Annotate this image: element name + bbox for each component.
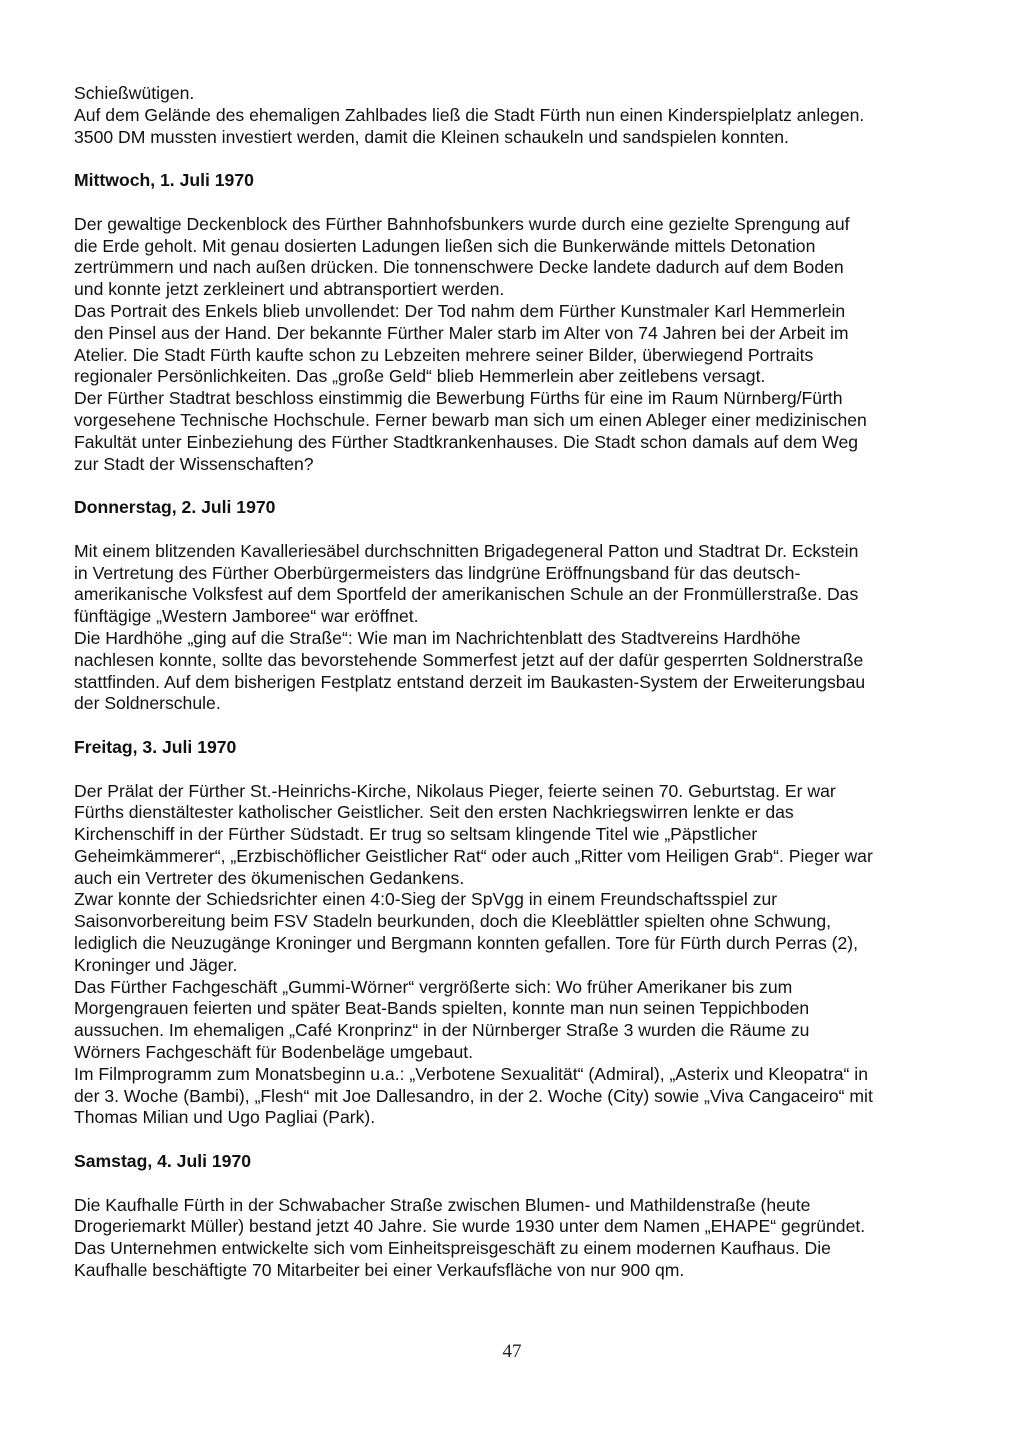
intro-paragraph: Schießwütigen. [74, 83, 195, 103]
section-paragraph: Der Fürther Stadtrat beschloss einstimmig die Bewerbung Fürths für eine im Raum Nürnberg/Fürth vorgesehene Technische Hochschule. Ferner bewarb man sich um einen Ableger einer medizinischen Fakultät unter Einbeziehung des Fürther Stadtkrankenhauses. Die Stadt schon damals auf dem Weg zur Stadt der Wissenschaften? [74, 388, 867, 474]
section-heading: Donnerstag, 2. Juli 1970 [74, 497, 276, 518]
intro-paragraph: Auf dem Gelände des ehemaligen Zahlbades ließ die Stadt Fürth nun einen Kinderspielplatz anlegen. 3500 DM mussten investiert werden, damit die Kleinen schaukeln und sandspielen konnten. [74, 104, 865, 147]
section-paragraph: Die Hardhöhe „ging auf die Straße“: Wie man im Nachrichtenblatt des Stadtvereins Hardhöhe nachlesen konnte, sollte das bevorstehende Sommerfest jetzt auf der dafür gesperrten Soldnerstraße stattfinden. Auf dem bisherigen Festplatz entstand derzeit im Baukasten-System der Erweiterungsbau der Soldnerschule. [74, 627, 866, 714]
section-paragraph: Das Portrait des Enkels blieb unvollendet: Der Tod nahm dem Fürther Kunstmaler Karl Hemmerlein den Pinsel aus der Hand. Der bekannte Fürther Maler starb im Alter von 74 Jahren bei der Arbeit im Atelier. Die Stadt Fürth kaufte schon zu Lebzeiten mehrere seiner Bilder, überwiegend Portraits regionaler Persönlichkeiten. Das „große Geld“ blieb Hemmerlein aber zeitlebens versagt. [74, 300, 849, 387]
page-body [74, 83, 874, 1282]
page-number: 47 [502, 1341, 522, 1362]
section-heading: Mittwoch, 1. Juli 1970 [74, 170, 254, 191]
section-paragraph: Im Filmprogramm zum Monatsbeginn u.a.: „Verbotene Sexualität“ (Admiral), „Asterix und Kleopatra“ in der 3. Woche (Bambi), „Flesh“ mit Joe Dallesandro, in der 2. Woche (City) sowie „Viva Cangaceiro“ mit Thomas Milian und Ugo Pagliai (Park). [74, 1063, 873, 1128]
section-paragraph: Das Fürther Fachgeschäft „Gummi-Wörner“ vergrößerte sich: Wo früher Amerikaner bis zum Morgengrauen feierten und später Beat-Bands spielten, konnte man nun seinen Teppichboden aussuchen. Im ehemaligen „Café Kronprinz“ in der Nürnberger Straße 3 wurden die Räume zu Wörners Fachgeschäft für Bodenbeläge umgebaut. [74, 976, 810, 1063]
section-paragraph: Die Kaufhalle Fürth in der Schwabacher Straße zwischen Blumen- und Mathildenstraße (heute Drogeriemarkt Müller) bestand jetzt 40 Jahre. Sie wurde 1930 unter dem Namen „EHAPE“ gegründet. Das Unternehmen entwickelte sich vom Einheitspreisgeschäft zu einem modernen Kaufhaus. Die Kaufhalle beschäftigte 70 Mitarbeiter bei einer Verkaufsfläche von nur 900 qm. [74, 1194, 866, 1281]
section-paragraph: Mit einem blitzenden Kavalleriesäbel durchschnitten Brigadegeneral Patton und Stadtrat Dr. Eckstein in Vertretung des Fürther Oberbürgermeisters das lindgrüne Eröffnungsband für das deutsch-amerikanische Volksfest auf dem Sportfeld der amerikanischen Schule an der Fronmüllerstraße. Das fünftägige „Western Jamboree“ war eröffnet. [74, 540, 859, 627]
section-paragraph: Der Prälat der Fürther St.-Heinrichs-Kirche, Nikolaus Pieger, feierte seinen 70. Geburtstag. Er war Fürths dienstältester katholischer Geistlicher. Seit den ersten Nachkriegswirren lenkte er das Kirchenschiff in der Fürther Südstadt. Er trug so seltsam klingende Titel wie „Päpstlicher Geheimkämmerer“, „Erzbischöflicher Geistlicher Rat“ oder auch „Ritter vom Heiligen Grab“. Pieger war auch ein Vertreter des ökumenischen Gedankens. [74, 780, 873, 888]
section-heading: Freitag, 3. Juli 1970 [74, 736, 237, 757]
section-paragraph: Zwar konnte der Schiedsrichter einen 4:0-Sieg der SpVgg in einem Freundschaftsspiel zur Saisonvorbereitung beim FSV Stadeln beurkunden, doch die Kleeblättler spielten ohne Schwung, lediglich die Neuzugänge Kroninger und Bergmann konnten gefallen. Tore für Fürth durch Perras (2), Kroninger und Jäger. [74, 889, 859, 975]
section-paragraph: Der gewaltige Deckenblock des Fürther Bahnhofsbunkers wurde durch eine gezielte Sprengung auf die Erde geholt. Mit genau dosierten Ladungen ließen sich die Bunkerwände mittels Detonation zertrümmern und nach außen drücken. Die tonnenschwere Decke landete dadurch auf dem Boden und konnte jetzt zerkleinert und abtransportiert werden. [74, 213, 850, 300]
section-heading: Samstag, 4. Juli 1970 [74, 1151, 252, 1172]
